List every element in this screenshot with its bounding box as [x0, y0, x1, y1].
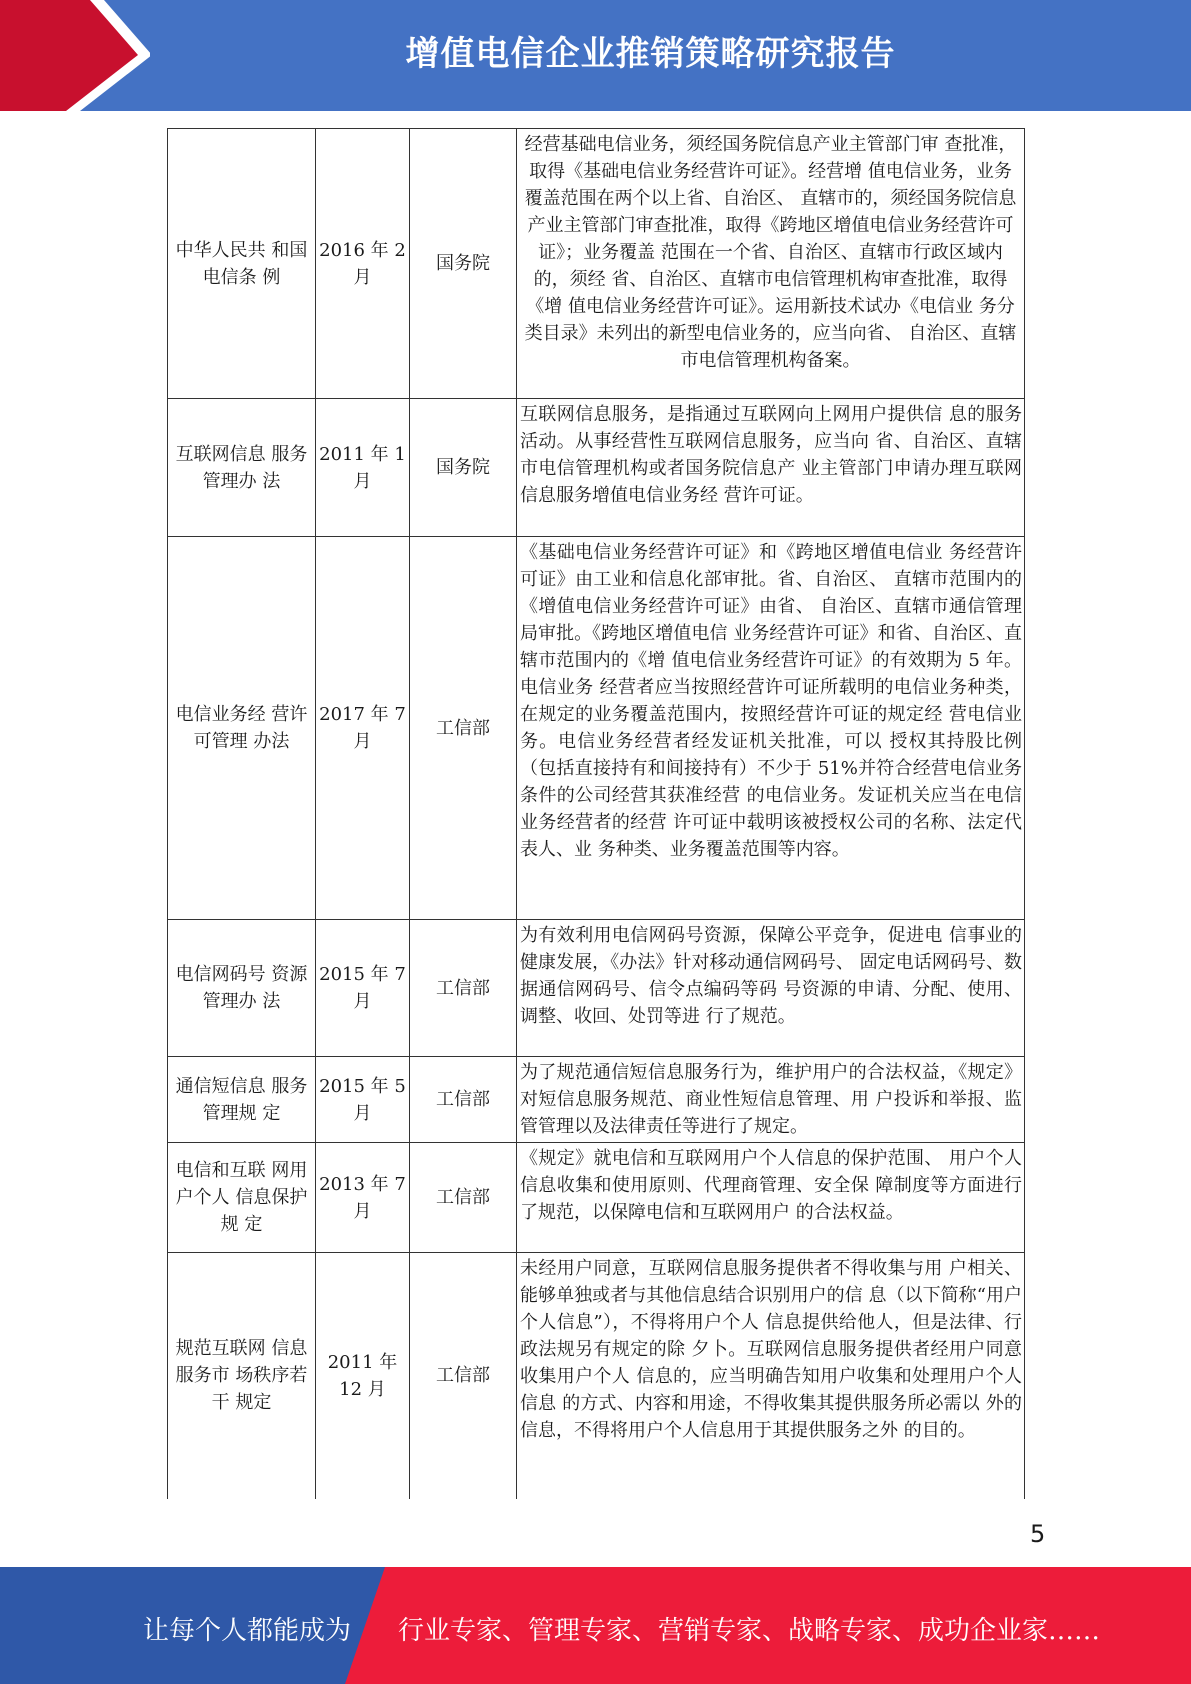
regulation-description: 互联网信息服务，是指通过互联网向上网用户提供信 息的服务活动。从事经营性互联网信息服务，应当向 省、自治区、直辖市电信管理机构或者国务院信息产 业主管部门申请办理互联网信息服务增值电信业务经 营许可证。: [517, 399, 1025, 537]
issue-date: 2017 年 7 月: [316, 537, 410, 920]
regulation-name: 互联网信息 服务管理办 法: [168, 399, 316, 537]
issue-date: 2011 年 1 月: [316, 399, 410, 537]
regulation-description: 为了规范通信短信息服务行为，维护用户的合法权益，《规定》对短信息服务规范、商业性短信息管理、用 户投诉和举报、监管管理以及法律责任等进行了规定。: [517, 1057, 1025, 1143]
issuing-authority: 国务院: [410, 129, 517, 399]
table-row: [168, 920, 1025, 1057]
regulation-description: 未经用户同意，互联网信息服务提供者不得收集与用 户相关、能够单独或者与其他信息结合识别用户的信 息（以下简称“用户个人信息”），不得将用户个人 信息提供给他人，但是法律、行政法规另有规定的除 夕卜。互联网信息服务提供者经用户同意收集用户个人 信息的，应当明确告知用户收集和处理用户个人信息 的方式、内容和用途，不得收集其提供服务所必需以 外的信息，不得将用户个人信息用于其提供服务之外 的目的。: [517, 1253, 1025, 1499]
issuing-authority: 工信部: [410, 1143, 517, 1253]
table-row: [168, 129, 1025, 399]
issuing-authority: 工信部: [410, 537, 517, 920]
footer-slogan-right: 行业专家、管理专家、营销专家、战略专家、成功企业家……: [398, 1616, 1101, 1646]
footer-slogan-left: 让每个人都能成为: [143, 1616, 352, 1646]
regulation-name: 规范互联网 信息服务市 场秩序若干 规定: [168, 1253, 316, 1499]
report-title: 增值电信企业推销策略研究报告: [405, 34, 896, 74]
page-footer: [0, 1567, 1191, 1684]
regulation-name: 中华人民共 和国电信条 例: [168, 129, 316, 399]
table-row: [168, 1057, 1025, 1143]
regulation-table: [167, 128, 1025, 1499]
regulation-description: 经营基础电信业务，须经国务院信息产业主管部门审 查批准，取得《基础电信业务经营许可证》。经营增 值电信业务，业务覆盖范围在两个以上省、自治区、 直辖市的，须经国务院信息产业主管部门审查批准，取得《跨地区增值电信业务经营许可证》；业务覆盖 范围在一个省、自治区、直辖市行政区域内的，须经 省、自治区、直辖市电信管理机构审查批准，取得《增 值电信业务经营许可证》。运用新技术试办《电信业 务分类目录》未列出的新型电信业务的，应当向省、 自治区、直辖市电信管理机构备案。: [517, 129, 1025, 399]
regulation-description: 《基础电信业务经营许可证》和《跨地区增值电信业 务经营许可证》由工业和信息化部审批。省、自治区、 直辖市范围内的《增值电信业务经营许可证》由省、 自治区、直辖市通信管理局审批。《跨地区增值电信 业务经营许可证》和省、自治区、直辖市范围内的《增 值电信业务经营许可证》的有效期为 5 年。电信业务 经营者应当按照经营许可证所载明的电信业务种类， 在规定的业务覆盖范围内，按照经营许可证的规定经 营电信业务。电信业务经营者经发证机关批准，可以 授权其持股比例（包括直接持有和间接持有）不少于 51%并符合经营电信业务条件的公司经营其获准经营 的电信业务。发证机关应当在电信业务经营者的经营 许可证中载明该被授权公司的名称、法定代表人、业 务种类、业务覆盖范围等内容。: [517, 537, 1025, 920]
table-row: [168, 399, 1025, 537]
issuing-authority: 工信部: [410, 920, 517, 1057]
issue-date: 2015 年 5 月: [316, 1057, 410, 1143]
issue-date: 2015 年 7 月: [316, 920, 410, 1057]
issue-date: 2013 年 7 月: [316, 1143, 410, 1253]
regulation-name: 通信短信息 服务管理规 定: [168, 1057, 316, 1143]
header-white-chevron-icon: [0, 0, 150, 111]
regulation-description: 为有效利用电信网码号资源，保障公平竞争，促进电 信事业的健康发展，《办法》针对移动通信网码号、 固定电话网码号、数据通信网码号、信令点编码等码 号资源的申请、分配、使用、调整、收回、处罚等进 行了规范。: [517, 920, 1025, 1057]
regulation-name: 电信业务经 营许可管理 办法: [168, 537, 316, 920]
issue-date: 2011 年 12 月: [316, 1253, 410, 1499]
page-header: [0, 0, 1191, 111]
regulation-name: 电信和互联 网用户个人 信息保护规 定: [168, 1143, 316, 1253]
issue-date: 2016 年 2 月: [316, 129, 410, 399]
issuing-authority: 国务院: [410, 399, 517, 537]
issuing-authority: 工信部: [410, 1253, 517, 1499]
table-row: [168, 537, 1025, 920]
page-number: 5: [1030, 1520, 1046, 1548]
regulation-name: 电信网码号 资源管理办 法: [168, 920, 316, 1057]
table-row: [168, 1253, 1025, 1499]
issuing-authority: 工信部: [410, 1057, 517, 1143]
regulation-description: 《规定》就电信和互联网用户个人信息的保护范围、 用户个人信息收集和使用原则、代理商管理、安全保 障制度等方面进行了规范，以保障电信和互联网用户 的合法权益。: [517, 1143, 1025, 1253]
table-row: [168, 1143, 1025, 1253]
